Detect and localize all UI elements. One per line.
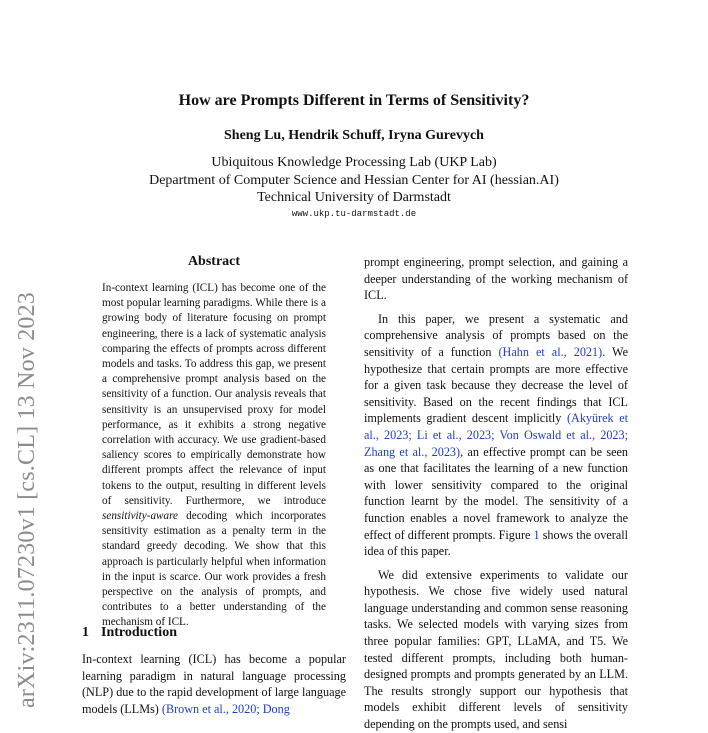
paragraph-text: , an effective prompt can be seen as one that facilitates the learning of a new function with lower sensitivity compared to the original function learnt by the model. The sensitivity of a function enables a novel framework to analyze the effect of different prompts. Figure bbox=[364, 444, 628, 542]
affiliation-department: Department of Computer Science and Hessian Center for AI (hessian.AI) bbox=[149, 173, 559, 188]
intro-paragraph bbox=[82, 651, 346, 717]
intro-left-column bbox=[82, 651, 346, 717]
citation-link[interactable]: (Brown et al., 2020; Dong bbox=[161, 701, 290, 716]
section-heading-introduction bbox=[82, 624, 177, 642]
figure-reference-link[interactable]: 1 bbox=[533, 527, 540, 542]
paragraph-text: shows the overall idea of this paper. bbox=[364, 527, 629, 559]
abstract-body bbox=[102, 281, 326, 631]
right-paragraph-1: prompt engineering, prompt selection, and gaining a deeper understanding of the working mechanism of ICL. bbox=[364, 255, 628, 303]
arxiv-identifier-stamp: arXiv:2311.07230v1 [cs.CL] 13 Nov 2023 bbox=[14, 292, 40, 708]
right-column bbox=[364, 254, 628, 733]
abstract-text-part-2: decoding which incorporates sensitivity estimation as a penalty term in the standard greedy decoding. We show that this approach is particularly helpful when information in the input is scarce. Our work provides a fresh perspective on the analysis of prompts, and contributes to a better understanding of the mechanism of ICL. bbox=[102, 510, 326, 629]
abstract-emphasis: sensitivity-aware bbox=[102, 510, 179, 523]
affiliation-university: Technical University of Darmstadt bbox=[257, 190, 451, 205]
abstract-text-part-1: In-context learning (ICL) has become one of the most popular learning paradigms. While there is a growing body of literature focusing on prompt engineering, there is a lack of systematic analysis comparing the effects of prompts across different models and tasks. To address this gap, we present a comprehensive prompt analysis based on the sensitivity of a function. Our analysis reveals that sensitivity is an unsupervised proxy for model performance, as it exhibits a strong negative correlation with accuracy. We use gradient-based saliency scores to empirically demonstrate how different prompts affect the relevance of input tokens to the output, resulting in different levels of sensitivity. Furthermore, we introduce bbox=[102, 282, 326, 507]
abstract-heading: Abstract bbox=[187, 254, 241, 269]
right-paragraph-2 bbox=[364, 311, 628, 560]
paper-title: How are Prompts Different in Terms of Sensitivity? bbox=[178, 92, 530, 109]
intro-text: In-context learning (ICL) has become a popular learning paradigm in natural language processing (NLP) due to the rapid development of large language models (LLMs) bbox=[82, 652, 346, 716]
lab-url[interactable]: www.ukp.tu-darmstadt.de bbox=[291, 209, 417, 219]
section-number: 1 bbox=[82, 625, 89, 640]
section-title: Introduction bbox=[101, 625, 177, 640]
right-paragraph-3: We did extensive experiments to validate our hypothesis. We chose five widely used natural language understanding and common sense reasoning tasks. We selected models with varying sizes from three popular families: GPT, LLaMA, and T5. We tested different prompts, including both human-designed prompts and prompts generated by an LLM. The results strongly support our hypothesis that models exhibit different levels of sensitivity depending on the prompts used, and sensi bbox=[364, 567, 628, 732]
author-list: Sheng Lu, Hendrik Schuff, Iryna Gurevych bbox=[224, 128, 484, 143]
abstract-paragraph bbox=[102, 281, 326, 631]
paragraph-text: In this paper, we present a systematic and comprehensive analysis of prompts based on the sensitivity of a function bbox=[364, 311, 628, 359]
paragraph-text: . We hypothesize that certain prompts are more effective for a given task because they decrease the level of sensitivity. Based on the recent findings that ICL implements gradient descent implicitly bbox=[364, 344, 628, 426]
citation-link-icl-gd[interactable]: (Akyürek et al., 2023; Li et al., 2023; Von Oswald et al., 2023; Zhang et al., 2023) bbox=[364, 411, 629, 459]
affiliation-lab: Ubiquitous Knowledge Processing Lab (UKP Lab) bbox=[211, 155, 497, 170]
citation-link-hahn[interactable]: (Hahn et al., 2021) bbox=[498, 344, 603, 359]
